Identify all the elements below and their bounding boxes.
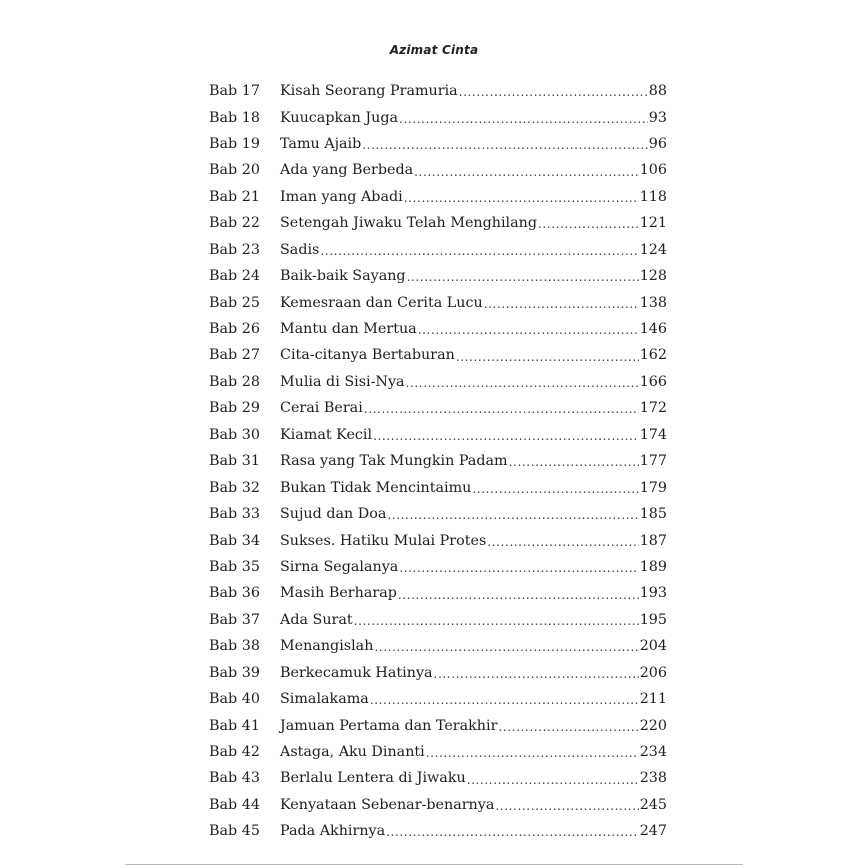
- chapter-title: Cerai Berai: [280, 400, 363, 417]
- page-number: 172: [639, 400, 667, 417]
- chapter-number: Bab 20: [209, 162, 260, 179]
- page-number: 106: [639, 162, 667, 179]
- page-number: 138: [639, 294, 667, 311]
- chapter-number: Bab 43: [209, 770, 260, 787]
- page-number: 238: [639, 770, 667, 787]
- chapter-title: Baik-baik Sayang: [280, 268, 406, 285]
- toc-entry: [209, 316, 667, 342]
- chapter-title: Jamuan Pertama dan Terakhir: [280, 717, 498, 734]
- chapter-title: Berkecamuk Hatinya: [280, 664, 433, 681]
- chapter-title: Kemesraan dan Cerita Lucu: [280, 294, 483, 311]
- dot-leader: [472, 479, 638, 497]
- chapter-number: Bab 26: [209, 321, 260, 337]
- dot-leader: [354, 611, 639, 629]
- chapter-number: Bab 41: [209, 717, 260, 734]
- dot-leader: [456, 347, 639, 365]
- toc-entry: [209, 660, 667, 686]
- chapter-number: Bab 23: [209, 241, 260, 258]
- dot-leader: [373, 426, 639, 444]
- toc-entry: [209, 448, 667, 474]
- dot-leader: [386, 822, 639, 840]
- dot-leader: [434, 664, 639, 682]
- page-number: 245: [639, 796, 667, 813]
- dot-leader: [459, 82, 648, 100]
- chapter-number: Bab 37: [209, 611, 260, 628]
- dot-leader: [418, 320, 639, 338]
- page-number: 211: [639, 691, 667, 708]
- chapter-title: Menangislah: [280, 638, 374, 655]
- chapter-title: Kiamat Kecil: [280, 426, 373, 443]
- chapter-number: Bab 22: [209, 215, 260, 232]
- chapter-number: Bab 42: [209, 744, 260, 760]
- dot-leader: [407, 267, 639, 285]
- chapter-number: Bab 21: [209, 188, 260, 205]
- toc-entry: [209, 263, 667, 289]
- chapter-title: Tamu Ajaib: [280, 135, 362, 152]
- page-number: 195: [639, 611, 667, 628]
- toc-entry: [209, 607, 667, 633]
- toc-entry: [209, 210, 667, 236]
- running-header: Azimat Cinta: [389, 43, 479, 57]
- toc-entry: [209, 78, 667, 104]
- dot-leader: [487, 532, 638, 550]
- chapter-title: Sujud dan Doa: [280, 506, 387, 523]
- dot-leader: [370, 690, 639, 708]
- page-number: 146: [639, 321, 667, 337]
- page-number: 234: [639, 744, 667, 760]
- page-number: 204: [639, 638, 667, 655]
- dot-leader: [399, 109, 648, 127]
- dot-leader: [495, 796, 638, 814]
- chapter-number: Bab 31: [209, 453, 260, 470]
- toc-entry: [209, 739, 667, 765]
- toc-entry: [209, 157, 667, 183]
- chapter-number: Bab 24: [209, 268, 260, 285]
- dot-leader: [406, 373, 639, 391]
- chapter-number: Bab 28: [209, 373, 260, 390]
- page-number: 118: [639, 188, 667, 205]
- chapter-number: Bab 33: [209, 506, 260, 523]
- dot-leader: [398, 585, 639, 603]
- toc-entry: [209, 184, 667, 210]
- dot-leader: [467, 770, 639, 788]
- toc-entry: [209, 527, 667, 553]
- page-number: 193: [639, 585, 667, 602]
- toc-entry: [209, 686, 667, 712]
- chapter-title: Cita-citanya Bertaburan: [280, 347, 455, 364]
- chapter-title: Pada Akhirnya: [280, 823, 386, 840]
- chapter-number: Bab 18: [209, 109, 260, 126]
- page-number: 174: [639, 426, 667, 443]
- chapter-number: Bab 44: [209, 796, 260, 813]
- dot-leader: [484, 294, 639, 312]
- page-number: 166: [639, 373, 667, 390]
- page-number: 124: [639, 241, 667, 258]
- chapter-title: Masih Berharap: [280, 585, 397, 602]
- chapter-number: Bab 39: [209, 664, 260, 681]
- dot-leader: [538, 214, 639, 232]
- chapter-title: Ada yang Berbeda: [280, 162, 414, 179]
- page-number: 121: [639, 215, 667, 232]
- chapter-title: Bukan Tidak Mencintaimu: [280, 479, 472, 496]
- chapter-number: Bab 17: [209, 83, 260, 100]
- toc-entry: [209, 580, 667, 606]
- chapter-title: Iman yang Abadi: [280, 188, 403, 205]
- page-number: 220: [639, 717, 667, 734]
- page-number: 247: [639, 823, 667, 840]
- chapter-title: Sirna Segalanya: [280, 558, 399, 575]
- toc-entry: [209, 713, 667, 739]
- dot-leader: [387, 505, 638, 523]
- toc-entry: [209, 290, 667, 316]
- chapter-number: Bab 25: [209, 294, 260, 311]
- chapter-number: Bab 30: [209, 426, 260, 443]
- chapter-number: Bab 29: [209, 400, 260, 417]
- chapter-title: Mulia di Sisi-Nya: [280, 373, 405, 390]
- toc-entry: [209, 554, 667, 580]
- toc-entry: [209, 818, 667, 844]
- page-number: 93: [648, 109, 667, 126]
- chapter-title: Rasa yang Tak Mungkin Padam: [280, 453, 508, 470]
- page-number: 177: [639, 453, 667, 470]
- toc-entry: [209, 131, 667, 157]
- chapter-number: Bab 35: [209, 558, 260, 575]
- toc-entry: [209, 765, 667, 791]
- table-of-contents: [209, 78, 667, 845]
- page-number: 187: [639, 532, 667, 549]
- page-number: 206: [639, 664, 667, 681]
- page-bottom-rule: [125, 864, 743, 865]
- dot-leader: [320, 241, 638, 259]
- chapter-title: Simalakama: [280, 691, 369, 708]
- toc-entry: [209, 475, 667, 501]
- dot-leader: [364, 399, 639, 417]
- dot-leader: [426, 743, 639, 761]
- chapter-number: Bab 45: [209, 823, 260, 840]
- chapter-title: Sukses. Hatiku Mulai Protes: [280, 532, 487, 549]
- page-number: 162: [639, 347, 667, 364]
- toc-entry: [209, 237, 667, 263]
- page-number: 185: [639, 506, 667, 523]
- toc-entry: [209, 395, 667, 421]
- chapter-number: Bab 32: [209, 479, 260, 496]
- toc-entry: [209, 792, 667, 818]
- toc-entry: [209, 342, 667, 368]
- chapter-title: Sadis: [280, 241, 320, 258]
- chapter-title: Kisah Seorang Pramuria: [280, 83, 458, 100]
- page-number: 96: [648, 135, 667, 152]
- page-number: 179: [639, 479, 667, 496]
- dot-leader: [374, 637, 638, 655]
- chapter-title: Astaga, Aku Dinanti: [280, 744, 425, 760]
- chapter-title: Setengah Jiwaku Telah Menghilang: [280, 215, 538, 232]
- chapter-title: Ada Surat: [280, 611, 353, 628]
- chapter-title: Kuucapkan Juga: [280, 109, 399, 126]
- toc-entry: [209, 104, 667, 130]
- page-number: 88: [648, 83, 667, 100]
- toc-entry: [209, 369, 667, 395]
- dot-leader: [509, 452, 639, 470]
- page-number: 189: [639, 558, 667, 575]
- toc-entry: [209, 422, 667, 448]
- dot-leader: [362, 135, 648, 153]
- chapter-number: Bab 34: [209, 532, 260, 549]
- chapter-number: Bab 19: [209, 135, 260, 152]
- chapter-title: Berlalu Lentera di Jiwaku: [280, 770, 466, 787]
- toc-entry: [209, 501, 667, 527]
- dot-leader: [404, 188, 639, 206]
- page-number: 128: [639, 268, 667, 285]
- chapter-number: Bab 36: [209, 585, 260, 602]
- chapter-number: Bab 27: [209, 347, 260, 364]
- dot-leader: [399, 558, 638, 576]
- dot-leader: [498, 717, 638, 735]
- chapter-title: Kenyataan Sebenar-benarnya: [280, 796, 495, 813]
- toc-entry: [209, 633, 667, 659]
- dot-leader: [414, 162, 639, 180]
- chapter-number: Bab 38: [209, 638, 260, 655]
- chapter-title: Mantu dan Mertua: [280, 321, 417, 337]
- chapter-number: Bab 40: [209, 691, 260, 708]
